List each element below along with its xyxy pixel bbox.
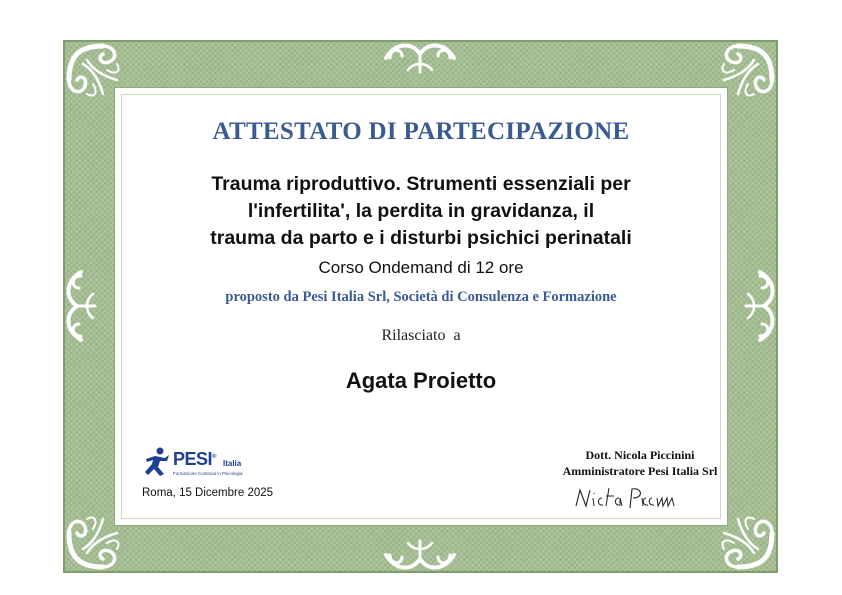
bottom-center-ornament xyxy=(386,541,454,568)
left-center-ornament xyxy=(68,272,95,340)
course-title xyxy=(140,171,702,252)
pesi-logo xyxy=(143,447,258,479)
signer-role: Amministratore Pesi Italia Srl xyxy=(562,464,718,478)
signature-image xyxy=(572,484,692,516)
certificate-title: ATTESTATO DI PARTECIPAZIONE xyxy=(212,118,630,145)
logo-tagline: Formazione Continua in Psicologia xyxy=(173,471,243,476)
right-center-ornament xyxy=(746,272,773,340)
top-center-ornament xyxy=(386,45,454,72)
corner-ornament-top-left xyxy=(69,46,119,96)
corner-ornament-top-right xyxy=(722,46,772,96)
signer-block xyxy=(525,447,755,479)
issued-to-label: Rilasciato a xyxy=(381,327,461,344)
corner-ornament-bottom-left xyxy=(69,517,119,567)
signer-name: Dott. Nicola Piccinini xyxy=(585,448,695,462)
corner-ornament-bottom-right xyxy=(722,517,772,567)
running-figure-icon xyxy=(143,447,171,477)
logo-subtext: Italia xyxy=(223,459,242,468)
recipient-name: Agata Proietto xyxy=(345,368,497,393)
course-title-line: l'infertilita', la perdita in gravidanza, il xyxy=(247,200,595,222)
course-title-line: trauma da parto e i disturbi psichici perinatali xyxy=(210,227,632,249)
issue-date: Roma, 15 Dicembre 2025 xyxy=(142,487,274,499)
logo-wordmark: PESI® xyxy=(173,449,216,469)
offered-by: proposto da Pesi Italia Srl, Società di Consulenza e Formazione xyxy=(225,289,617,305)
course-type: Corso Ondemand di 12 ore xyxy=(318,258,524,277)
course-title-line: Trauma riproduttivo. Strumenti essenziali per xyxy=(211,173,631,195)
